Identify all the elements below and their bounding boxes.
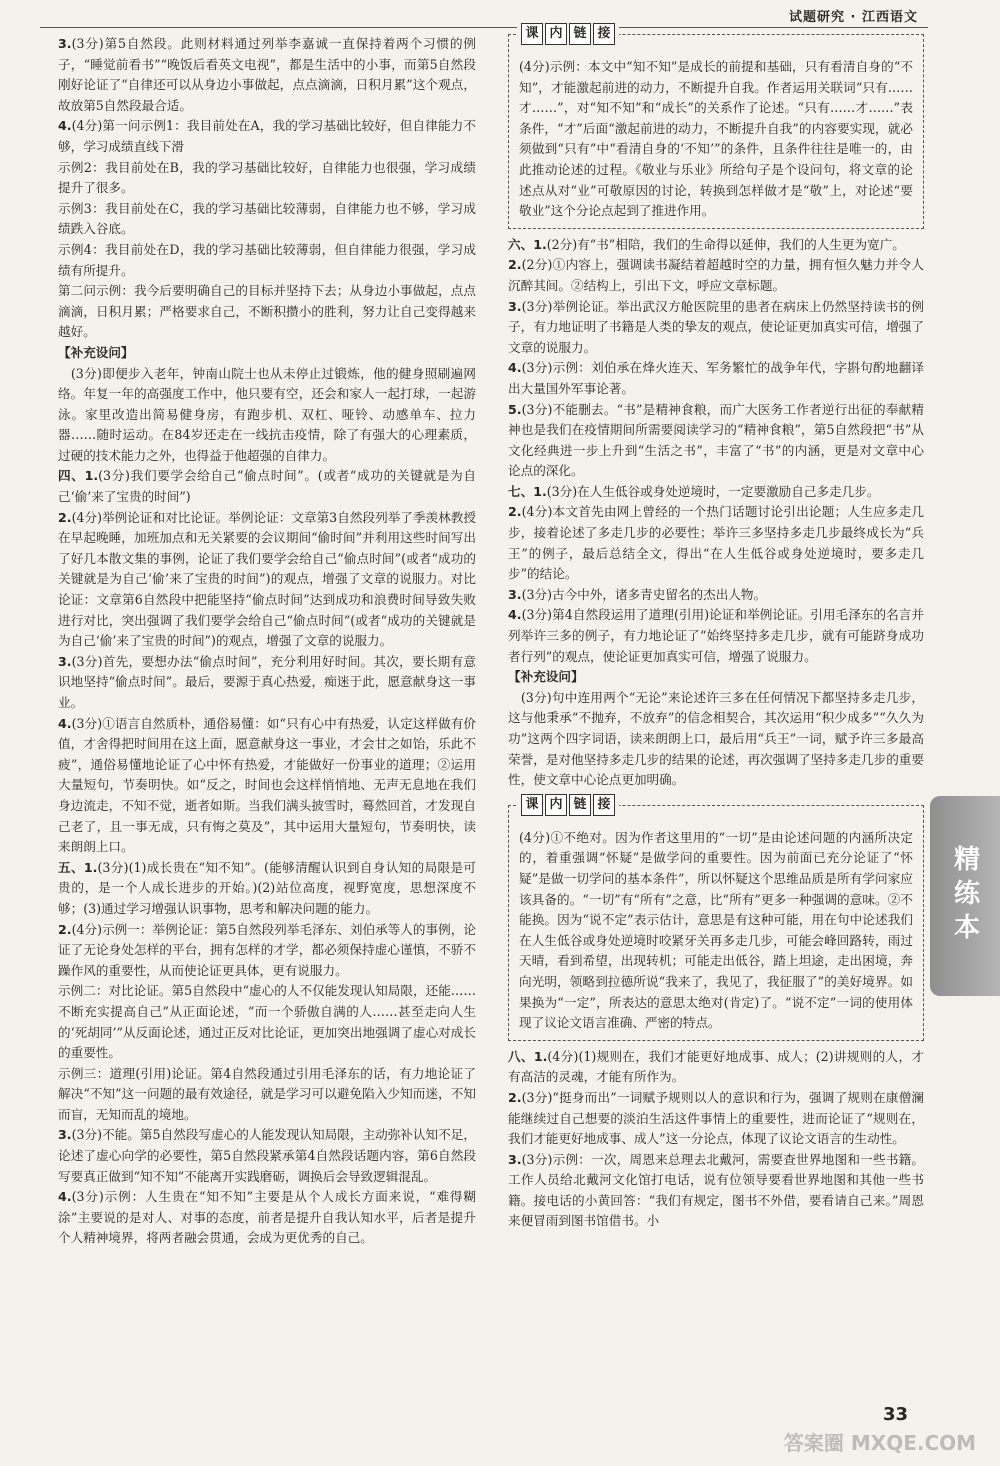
supplement-tag: 【补充设问】 xyxy=(508,669,584,685)
answer-number: 2. xyxy=(508,504,522,520)
answer-number: 3. xyxy=(58,36,72,51)
answer-text: (3分)不能删去。“书”是精神食粮，而广大医务工作者逆行出征的奉献精神也是我们在疫情期间所需要阅读学习的“精神食粮”，第5自然段把“书”从文化经典进一步上升到“生活之书”，丰富了“书”的内涵，更是对文章中心论点的深化。 xyxy=(508,401,924,479)
answer-text: (4分)本文首先由网上曾经的一个热门话题讨论引出论题；人生应多走几步，接着论述了多走几步的必要性；举许三多坚持多走几步最终成长为“兵王”的例子，最后总结全文，得出“在人生低谷或身处逆境时，要多走几步”的结论。 xyxy=(508,504,924,582)
answer-number: 4. xyxy=(508,360,522,376)
answer-item xyxy=(58,199,476,240)
answer-item xyxy=(508,482,924,503)
answer-text: (3分)示例：刘伯承在烽火连天、军务繁忙的战争年代，字斟句酌地翻译出大量国外军事论著。 xyxy=(508,360,924,396)
box-head-char: 内 xyxy=(545,23,567,45)
answer-item xyxy=(58,116,476,157)
page-number: 33 xyxy=(882,1404,908,1425)
answer-number: 3. xyxy=(58,653,72,669)
answer-text: 示例二：对比论证。第5自然段中“虚心的人不仅能发现认知局限，还能……不断充实提高自己”从正面论述，“而一个骄傲自满的人……甚至走向人生的‘死胡同’”从反面论述，通过正反对比论证，更加突出地强调了虚心对成长的重要性。 xyxy=(58,983,476,1061)
answer-item xyxy=(508,297,924,359)
answer-item xyxy=(508,502,924,584)
box-text: (4分)示例：本文中“知不知”是成长的前提和基础，只有看清自身的“不知”，才能激起前进的动力，不断提升自我。作者运用关联词“只有……才……”，对“知不知”和“成长”的关系作了论述。“只有……才……”表条件，“才”后面“激起前进的动力，不断提升自我”的内容要实现，就必须做到“只有”中“看清自身的‘不知’”的条件，且条件往往是唯一的，由此推动论述的过程。《敬业与乐业》所给句子是个设问句，将文章的论述点从对“业”可敬原因的讨论，转换到怎样做才是“敬”上，对论述“要敬业”这个分论点起到了推进作用。 xyxy=(519,59,913,219)
answer-text: 第二问示例：我今后要明确自己的目标并坚持下去；从身边小事做起，点点滴滴，日积月累；严格要求自己，不断积攒小的胜利，努力让自己变得越来越好。 xyxy=(58,283,476,340)
box-heading xyxy=(517,794,619,816)
answer-item xyxy=(508,585,924,606)
answer-item xyxy=(508,1088,924,1150)
answer-text: (3分)我们要学会给自己“偷点时间”。(或者“成功的关键就是为自己‘偷’来了宝贵的时间”) xyxy=(58,468,476,505)
answer-text: 示例2：我目前处在B，我的学习基础比较好，自律能力也很强，学习成绩提升了很多。 xyxy=(58,159,476,196)
right-column xyxy=(508,26,924,1232)
answer-number: 3. xyxy=(508,298,522,314)
answer-number: 4. xyxy=(58,118,72,134)
answer-text: (2分)①内容上，强调读书凝结着超越时空的力量，拥有恒久魅力并令人沉醉其间。②结构上，引出下文，呼应文章标题。 xyxy=(508,257,924,293)
answer-number: 五、1. xyxy=(58,859,98,875)
box-head-char: 链 xyxy=(569,794,591,816)
answer-item xyxy=(508,235,924,256)
watermark-text: 答案圈 MXQE.COM xyxy=(783,1431,977,1455)
box-head-char: 接 xyxy=(593,23,615,45)
answer-number: 六、1. xyxy=(508,236,547,252)
answer-item xyxy=(58,858,476,920)
answer-item xyxy=(58,466,476,507)
answer-item xyxy=(58,34,476,116)
box-head-char: 课 xyxy=(521,23,543,45)
answer-number: 2. xyxy=(508,1089,522,1105)
answer-text: 示例3：我目前处在C，我的学习基础比较薄弱，自律能力也不够，学习成绩跌入谷底。 xyxy=(58,200,476,237)
answer-text: (4分)举例论证和对比论证。举例论证：文章第3自然段列举了季羡林教授在早起晚睡，加班加点和无关紧要的会议期间“偷时间”并利用这些时间写出了好几本散文集的事例，论证了我们要学会给自己“偷点时间”(或者“成功的关键就是为自己‘偷’来了宝贵的时间”)的观点，增强了文章的说服力。对比论证：文章第6自然段中把能坚持“偷点时间”达到成功和浪费时间导致失败进行对比，突出强调了我们要学会给自己“偷点时间”(或者“成功的关键就是为自己‘偷’来了宝贵的时间”)的观点，增强了文章的说服力。 xyxy=(58,509,476,649)
answer-text: (4分)第一问示例1：我目前处在A，我的学习基础比较好，但自律能力不够，学习成绩直线下滑 xyxy=(58,118,476,154)
right-answers-a xyxy=(508,235,924,791)
answer-number: 3. xyxy=(508,586,522,602)
answer-number: 2. xyxy=(58,509,72,525)
answer-text: (3分)古今中外，诸多青史留名的杰出人物。 xyxy=(521,586,767,602)
answer-text: (3分)举例论证。举出武汉方舱医院里的患者在病床上仍然坚持读书的例子，有力地证明了书籍是人类的挚友的观点，使论证更加真实可信，增强了文章的说服力。 xyxy=(508,298,924,355)
answer-number: 3. xyxy=(508,1151,522,1167)
watermark-logo xyxy=(780,1420,980,1464)
answer-number: 4. xyxy=(58,1189,72,1205)
answer-number: 4. xyxy=(508,607,522,623)
box-text: (4分)①不绝对。因为作者这里用的“一切”是由论述问题的内涵所决定的，着重强调“怀疑”是做学问的重要性。因为前面已充分论证了“怀疑”是做一切学问的基本条件”，所以怀疑这个思维品质是所有学问家应该具备的。“一切”有“所有”之意，比“所有”更多一种强调的意味。②不能换。因为“说不定”表示估计，意思是有这种可能，用在句中论述我们在人生低谷或身处逆境时咬紧牙关再多走几步，可能会峰回路转，雨过天晴，看到希望，出现转机；可能走出低谷，踏上坦途，走出困境，奔向光明，领略到拉德所说“我来了，我见了，我征服了”的美好境界。如果换为“一定”，所表达的意思太绝对(肯定)了。“说不定”一词的使用体现了议论文语言准确、严密的特点。 xyxy=(519,829,913,1031)
answer-text: (3分)(1)成长贵在“知不知”。(能够清醒认识到自身认知的局限是可贵的，是一个人成长进步的开始。)(2)站位高度，视野宽度，思想深度不够；(3)通过学习增强认识事物，思考和解决问题的能力。 xyxy=(58,859,476,916)
answer-item xyxy=(508,1150,924,1232)
side-tab xyxy=(930,796,1000,996)
answer-text: (3分)示例：一次，周恩来总理去北戴河，需要查世界地图和一些书籍。工作人员给北戴河文化馆打电话，说有位领导要看世界地图和其他一些书籍。接电话的小黄回答：“我们有规定，图书不外借，要看请自己来。”周恩来便冒雨到图书馆借书。小 xyxy=(508,1151,924,1229)
supplement-tag: 【补充设问】 xyxy=(58,344,134,360)
answer-text: (4分)示例一：举例论证：第5自然段列举毛泽东、刘伯承等人的事例，论证了无论身处怎样的平台，拥有怎样的才学，都必须保持虚心谨慎，不骄不躁作风的重要性，从而使论证更具体，更有说服力。 xyxy=(58,921,476,978)
answer-text: (3分)首先，要想办法“偷点时间”，充分利用好时间。其次，要长期有意识地坚持“偷点时间”。最后，要源于真心热爱，痴迷于此，愿意献身这一事业。 xyxy=(58,653,476,710)
answer-item xyxy=(508,1047,924,1088)
answer-item xyxy=(58,158,476,199)
answer-number: 2. xyxy=(58,921,72,937)
answer-text: (3分)第4自然段运用了道理(引用)论证和举例论证。引用毛泽东的名言并列举许三多的例子，有力地论证了“始终坚持多走几步，就有可能跻身成功者行列”的观点，使论证更加真实可信，增强了说服力。 xyxy=(508,607,924,664)
answer-item xyxy=(58,508,476,652)
answer-text: (3分)①语言自然质朴，通俗易懂：如“只有心中有热爱，认定这样做有价值，才舍得把时间用在这上面，愿意献身这一事业，才会甘之如饴，乐此不疲”，通俗易懂地论证了心中怀有热爱，才能做好一份事业的道理；②运用大量短句，节奏明快。如“反之，时间也会这样悄悄地、无声无息地在我们身边流走，不知不觉，逝者如斯。当我们满头披雪时，蓦然回首，才发现自己老了，且一事无成，只有悔之莫及”，其中运用大量短句，节奏明快，读来朗朗上口。 xyxy=(58,715,476,855)
answer-text: (2分)有“书”相陪，我们的生命得以延伸，我们的人生更为宽广。 xyxy=(546,236,905,252)
answer-item xyxy=(508,667,924,688)
answer-number: 八、1. xyxy=(508,1048,548,1064)
box-head-char: 链 xyxy=(569,23,591,45)
answer-item xyxy=(58,920,476,982)
answer-item xyxy=(508,255,924,296)
answer-item xyxy=(58,364,476,467)
answer-number: 5. xyxy=(508,401,522,417)
answer-number: 3. xyxy=(58,1127,72,1143)
answer-item xyxy=(58,652,476,714)
box-head-char: 课 xyxy=(521,794,543,816)
answer-text: (3分)在人生低谷或身处逆境时，一定要激励自己多走几步。 xyxy=(546,483,880,499)
answer-number: 2. xyxy=(508,257,522,273)
answer-number: 七、1. xyxy=(508,483,547,499)
answer-item xyxy=(58,1064,476,1126)
left-column xyxy=(58,34,476,1249)
answer-number: 四、1. xyxy=(58,468,99,484)
answer-text: (3分)示例：人生贵在“知不知”主要是从个人成长方面来说，“难得糊涂”主要说的是对人、对事的态度，前者是提升自我认知水平，后者是提升个人精神境界，将两者融会贯通，会成为更优秀的自己。 xyxy=(58,1189,476,1246)
box-heading xyxy=(517,23,619,45)
side-tab-label: 精练本 xyxy=(949,845,980,947)
header-rule xyxy=(40,27,928,28)
answer-text: (3分)句中连用两个“无论”来论述许三多在任何情况下都坚持多走几步，这与他秉承“不抛弃，不放弃”的信念相契合，其次运用“积少成多”“久久为功”这两个四字词语，读来朗朗上口，最后用“兵王”一词，赋予许三多最高荣誉，是对他坚持多走几步的结果的论述，再次强调了坚持多走几步的重要性，使文章中心论点更加明确。 xyxy=(508,689,924,788)
answer-item xyxy=(58,1187,476,1249)
answer-text: (3分)“挺身而出”一词赋予规则以人的意识和行为，强调了规则在康僧澜能继续过自己想要的淡泊生活这件事情上的重要性，进而论证了“规则在，我们才能更好地成事、成人”这一分论点，体现了议论文语言的生动性。 xyxy=(508,1089,924,1147)
page-header: 试题研究 · 江西语文 xyxy=(789,10,918,25)
answer-item xyxy=(58,240,476,281)
answer-text: (3分)不能。第5自然段写虚心的人能发现认知局限，主动弥补认知不足，论述了虚心向学的必要性，第5自然段紧承第4自然段话题内容，第6自然段写要真正做到“知不知”不能离开实践磨砺，调换后会导致逻辑混乱。 xyxy=(58,1127,476,1184)
answer-text: (3分)第5自然段。此则材料通过列举李嘉诚一直保持着两个习惯的例子，“睡觉前看书”“晚饭后看英文电视”，都是生活中的小事，而第5自然段刚好论证了“自律还可以从身边小事做起，点点滴滴，日积月累”这个观点，故放第5自然段最合适。 xyxy=(58,36,476,113)
answer-item xyxy=(58,1125,476,1187)
box-head-char: 内 xyxy=(545,794,567,816)
answer-item xyxy=(508,605,924,667)
answer-number: 4. xyxy=(58,715,72,731)
answer-item xyxy=(508,358,924,399)
answer-text: 示例三：道理(引用)论证。第4自然段通过引用毛泽东的话，有力地论证了解决“不知”这一问题的最有效途径，就是学习可以避免陷入少知而迷，不知而盲，无知而乱的境地。 xyxy=(58,1065,476,1122)
answer-item xyxy=(58,281,476,343)
answer-item xyxy=(508,688,924,791)
answer-item xyxy=(58,714,476,858)
answer-item xyxy=(508,400,924,482)
in-class-link-box-1 xyxy=(508,26,924,229)
answer-text: 示例4：我目前处在D，我的学习基础比较薄弱，但自律能力很强，学习成绩有所提升。 xyxy=(58,241,476,278)
right-answers-b xyxy=(508,1047,924,1232)
answer-text: (3分)即便步入老年，钟南山院士也从未停止过锻炼，他的健身照刷遍网络。年复一年的高强度工作中，他只要有空，还会和家人一起打球，一起游泳。家里改造出简易健身房，有跑步机、双杠、哑铃、动感单车、拉力器……随时运动。在84岁还走在一线抗击疫情，除了有强大的心理素质，过硬的技术能力之外，也得益于他超强的自律力。 xyxy=(58,365,476,463)
answer-item xyxy=(58,343,476,364)
in-class-link-box-2 xyxy=(508,796,924,1041)
answer-item xyxy=(58,981,476,1063)
box-head-char: 接 xyxy=(593,794,615,816)
answer-text: (4分)(1)规则在，我们才能更好地成事、成人；(2)讲规则的人，才有高洁的灵魂，才能有所作为。 xyxy=(508,1048,924,1085)
